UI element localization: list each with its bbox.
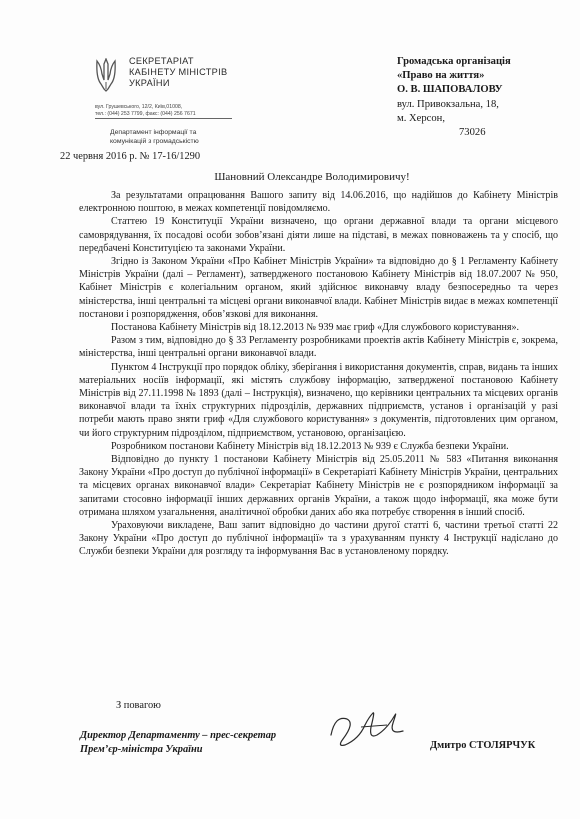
recipient-line: Громадська організація xyxy=(397,56,511,67)
body-paragraph: Пунктом 4 Інструкції про порядок обліку, зберігання і використання документів, справ, видань та інших матеріальних носіїв інформації, які містять службову інформацію, затвердженої постановою Кабінету Міністрів від 27.11.1998 № 1893 (далі – Інструкція), визначено, що керівники центральних та місцевих органів виконавчої влади та їхніх структурних підрозділів, державних підприємств, установ і організацій у разі потреби мають право зняти гриф «Для службового користування» з документів, підготовлених цим органом, чи його структурним підрозділом, підприємством, установою, організацією. xyxy=(79,361,559,439)
recipient-zip: 73026 xyxy=(459,127,486,139)
department-name xyxy=(110,129,199,146)
body-paragraph: За результатами опрацювання Вашого запиту від 14.06.2016, що надійшов до Кабінету Міністрів електронною поштою, в межах компетенції повідомляємо. xyxy=(79,190,558,215)
signatory-title-line: Прем’єр-міністра України xyxy=(80,743,203,755)
dept-line: Департамент інформації та xyxy=(110,129,197,136)
body-paragraph: Розробником постанови Кабінету Міністрів від 18.12.2013 № 939 є Служба безпеки України. xyxy=(111,440,509,452)
salutation: Шановний Олександре Володимировичу! xyxy=(214,171,410,183)
organization-name xyxy=(129,56,227,89)
closing-phrase: З повагою xyxy=(116,700,161,711)
signatory-title-line: Директор Департаменту – прес-секретар xyxy=(80,730,277,741)
body-paragraph: Ураховуючи викладене, Ваш запит відповідно до частини другої статті 6, частини третьої статті 22 Закону України «Про доступ до публічної інформації» та з урахуванням пункту 4 Інструкції надіслано до Служби безпеки України для розгляду та інформування Вас в установленому порядку. xyxy=(79,520,558,558)
recipient-name: О. В. ШАПОВАЛОВУ xyxy=(397,84,503,96)
phone-fax-line: тел.: (044) 253 7799, факс: (044) 256 7671 xyxy=(95,111,196,117)
recipient-line: «Право на життя» xyxy=(397,70,485,82)
address-line: вул. Грушевського, 12/2, Київ,01008, xyxy=(95,104,183,110)
body-paragraph: Згідно із Законом України «Про Кабінет Міністрів України» та відповідно до § 1 Регламенту Кабінету Міністрів України (далі – Регламент), затвердженого постановою Кабінету Міністрів від 18.07.2007 № 950, Кабінет Міністрів є колегіальним органом, який здійснює виконавчу владу безпосередньо та через міністерства, інші центральні та місцеві органи виконавчої влади. Кабінет Міністрів видає в межах компетенції постанови і розпорядження, обов’язкові для виконання. xyxy=(79,256,558,320)
signatory-name: Дмитро СТОЛЯРЧУК xyxy=(430,740,536,751)
recipient-city: м. Херсон, xyxy=(397,112,445,124)
dept-line: комунікацій з громадськістю xyxy=(110,137,199,145)
body-paragraph: Постанова Кабінету Міністрів від 18.12.2013 № 939 має гриф «Для службового користування». xyxy=(111,322,520,334)
letter-body xyxy=(79,189,558,559)
recipient-street: вул. Привокзальна, 18, xyxy=(397,98,499,110)
body-paragraph: Відповідно до пункту 1 постанови Кабінету Міністрів від 25.05.2011 № 583 «Питання виконання Закону України «Про доступ до публічної інформації» в Секретаріаті Кабінету Міністрів України, центральних та місцевих органах виконавчої влади» Секретаріат Кабінету Міністрів не є розпорядником інформації за запитами стосовно інформації інших державних органів України, а також щодо інформації, яка може бути отримана шляхом узагальнення, аналітичної обробки даних або яка потребує створення в інший спосіб. xyxy=(79,454,558,518)
handwritten-signature xyxy=(325,705,415,753)
body-paragraph: Статтею 19 Конституції України визначено, що органи державної влади та органи місцевого самоврядування, їх посадові особи зобов’язані діяти лише на підставі, в межах повноважень та у спосіб, що передбачені Конституцією та законами України. xyxy=(79,216,558,254)
letterhead-address xyxy=(95,104,196,118)
org-name-line: УКРАЇНИ xyxy=(129,78,170,88)
recipient-block xyxy=(397,55,511,140)
org-name-line: СЕКРЕТАРІАТ xyxy=(129,56,194,66)
body-paragraph: Разом з тим, відповідно до § 33 Регламенту розробниками проектів актів Кабінету Міністрів є, зокрема, міністерства, інші центральні органи виконавчої влади. xyxy=(79,335,558,360)
org-name-line: КАБІНЕТУ МІНІСТРІВ xyxy=(129,67,228,77)
reference-number: 22 червня 2016 р. № 17-16/1290 xyxy=(60,151,201,162)
signatory-title xyxy=(80,729,276,756)
letterhead-divider xyxy=(95,118,232,119)
trident-emblem-icon xyxy=(95,58,117,92)
